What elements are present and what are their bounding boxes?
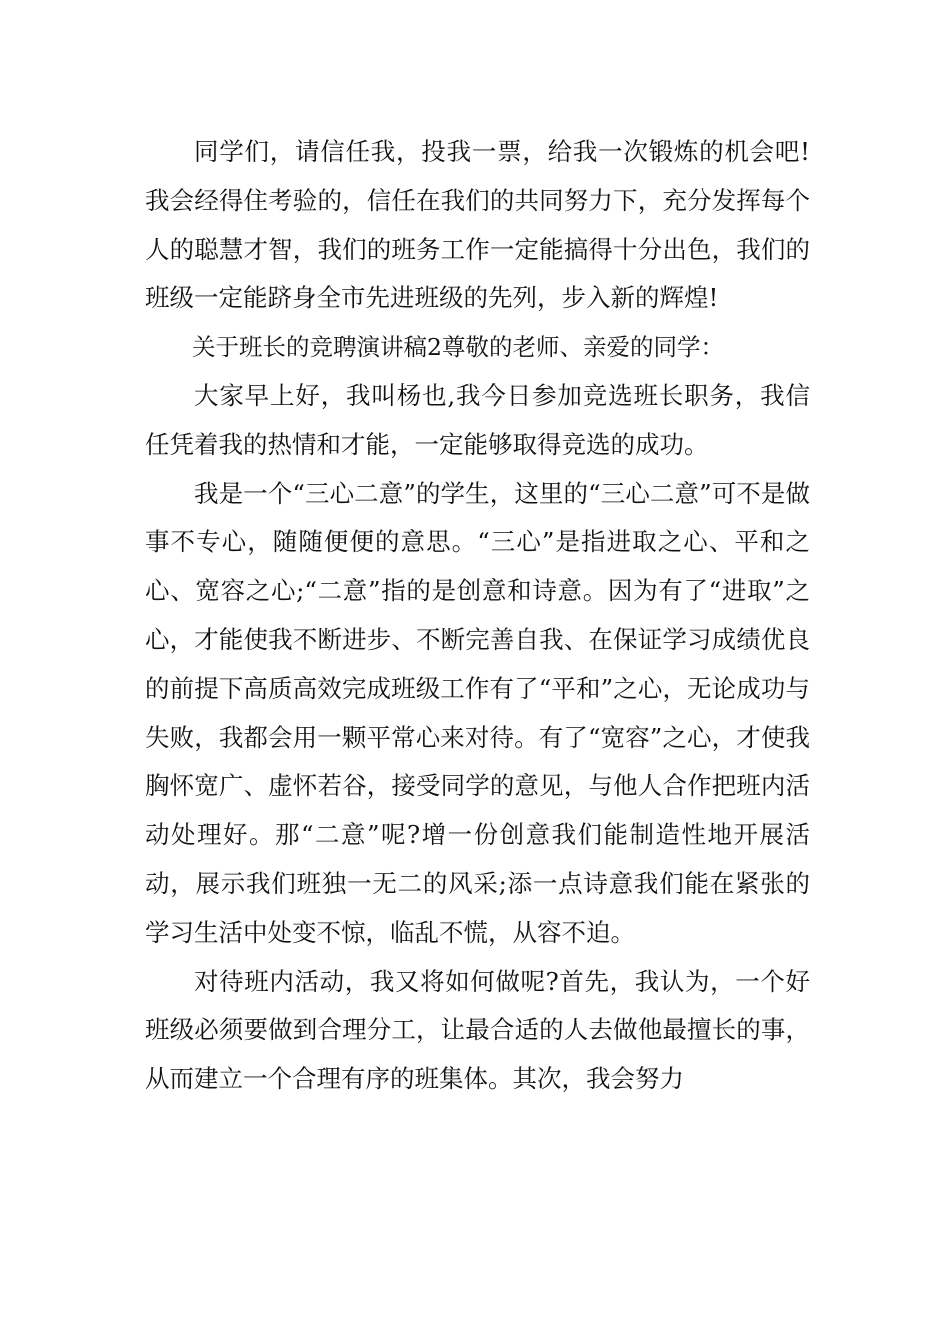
paragraph-closing-appeal: 同学们，请信任我，投我一票，给我一次锻炼的机会吧!我会经得住考验的，信任在我们的共同努力下，充分发挥每个人的聪慧才智，我们的班务工作一定能搞得十分出色，我们的班级一定能跻身全市先进班级的先列，步入新的辉煌! — [145, 137, 810, 313]
paragraph-class-activities: 对待班内活动，我又将如何做呢?首先，我认为，一个好班级必须要做到合理分工，让最合适的人去做他最擅长的事，从而建立一个合理有序的班集体。其次，我会努力 — [145, 966, 810, 1094]
paragraph-greeting: 大家早上好，我叫杨也,我今日参加竞选班长职务，我信任凭着我的热情和才能，一定能够取得竞选的成功。 — [145, 380, 810, 459]
document-body — [145, 128, 810, 1104]
paragraph-three-hearts-two-meanings: 我是一个“三心二意”的学生，这里的“三心二意”可不是做事不专心，随随便便的意思。“三心”是指进取之心、平和之心、宽容之心;“二意”指的是创意和诗意。因为有了“进取”之心，才能使我不断进步、不断完善自我、在保证学习成绩优良的前提下高质高效完成班级工作有了“平和”之心，无论成功与失败，我都会用一颗平常心来对待。有了“宽容”之心，才使我胸怀宽广、虚怀若谷，接受同学的意见，与他人合作把班内活动处理好。那“二意”呢?增一份创意我们能制造性地开展活动，展示我们班独一无二的风采;添一点诗意我们能在紧张的学习生活中处变不惊，临乱不慌，从容不迫。 — [145, 478, 810, 947]
paragraph-heading-speech-2: 关于班长的竞聘演讲稿2尊敬的老师、亲爱的同学： — [192, 333, 724, 362]
